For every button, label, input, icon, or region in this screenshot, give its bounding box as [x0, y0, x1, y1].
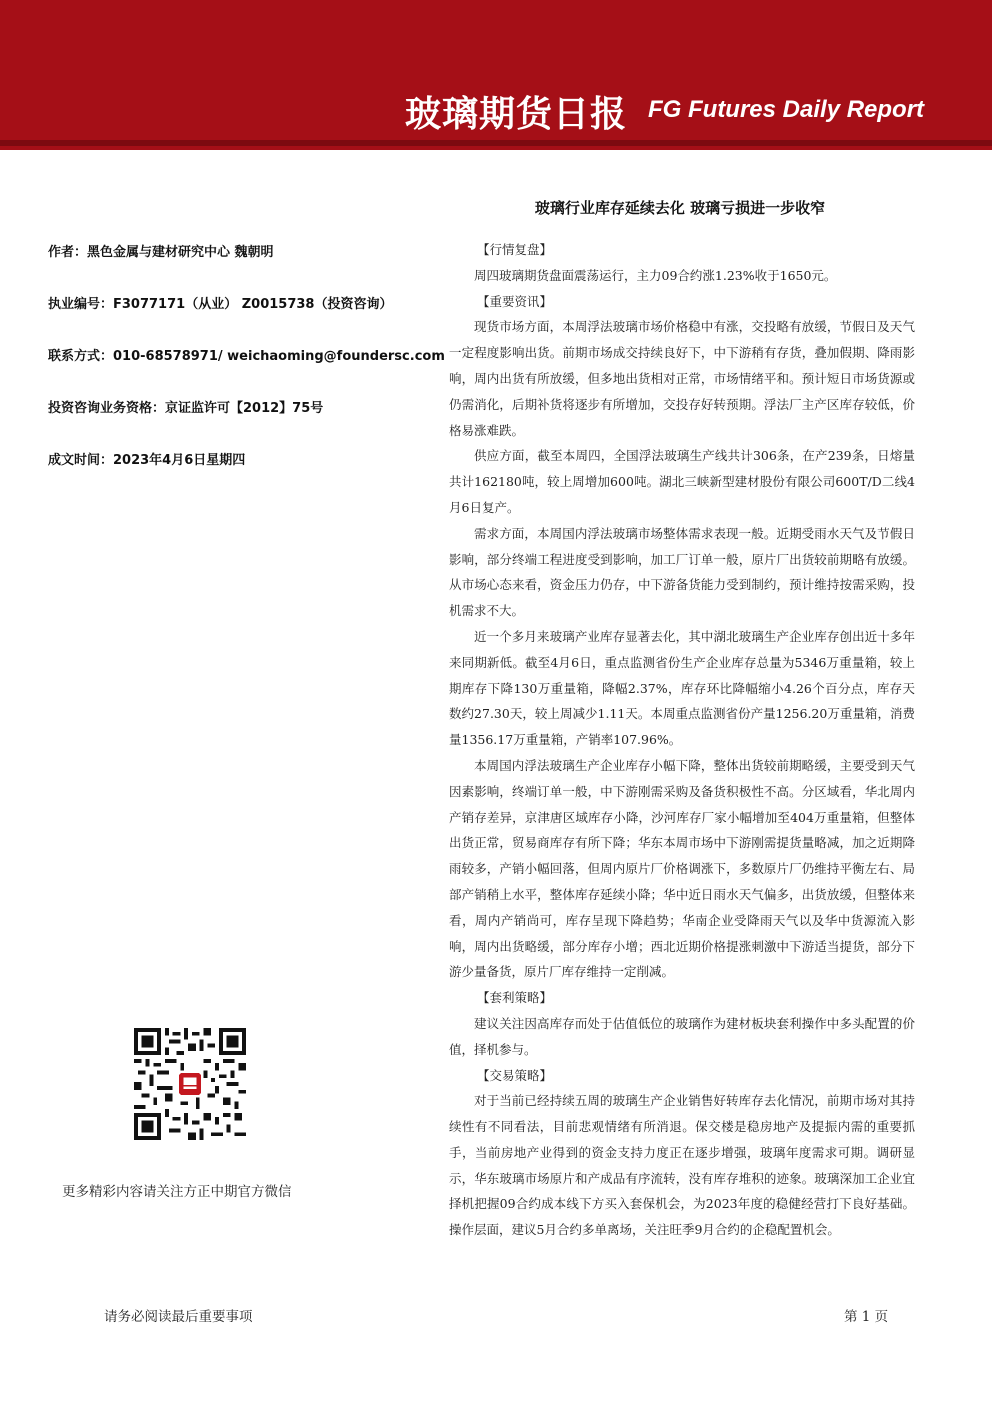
report-title-en: FG Futures Daily Report [648, 96, 925, 123]
paragraph: 建议关注因高库存而处于估值低位的玻璃作为建材板块套利操作中多头配置的价值，择机参与。 [449, 1015, 915, 1057]
paragraph: 需求方面，本周国内浮法玻璃市场整体需求表现一般。近期受雨水天气及节假日影响，部分终端工程进度受到影响，加工厂订单一般，原片厂出货较前期略有放缓。从市场心态来看，资金压力仍存，中下游备货能力受到制约，预计维持按需采购，投机需求不大。 [449, 525, 915, 619]
paragraph: 近一个多月来玻璃产业库存显著去化，其中湖北玻璃生产企业库存创出近十多年来同期新低。截至4月6日，重点监测省份生产企业库存总量为5346万重量箱，较上期库存下降130万重量箱，降幅2.37%，库存环比降幅缩小4.26个百分点，库存天数约27.30天，较上周减少1.11天。本周重点监测省份产量1256.20万重量箱，消费量1356.17万重量箱，产销率107.96%。 [449, 628, 915, 748]
paragraph: 现货市场方面，本周浮法玻璃市场价格稳中有涨，交投略有放缓，节假日及天气一定程度影响出货。前期市场成交持续良好下，中下游稍有存货，叠加假期、降雨影响，周内出货有所放缓，但多地出货相对正常，市场情绪平和。预计短日市场货源或仍需消化，后期补货将逐步有所增加，交投存好转预期。浮法厂主产区库存较低，价格易涨难跌。 [449, 319, 915, 438]
author-info [48, 243, 448, 503]
header-banner-edge [0, 140, 992, 146]
report-body [449, 237, 915, 1243]
paragraph: 供应方面，截至本周四，全国浮法玻璃生产线共计306条，在产239条，日熔量共计162180吨，较上周增加600吨。湖北三峡新型建材股份有限公司600T/D二线4月6日复产。 [449, 448, 915, 515]
section-heading-market-review: 【行情复盘】 [477, 242, 553, 257]
qualification-line: 投资咨询业务资格：京证监许可【2012】75号 [48, 401, 324, 416]
qr-caption: 更多精彩内容请关注方正中期官方微信 [62, 1184, 292, 1200]
report-headline: 玻璃行业库存延续去化 玻璃亏损进一步收窄 [534, 199, 826, 217]
author-line: 作者：黑色金属与建材研究中心 魏朝明 [48, 245, 274, 260]
paragraph: 本周国内浮法玻璃生产企业库存小幅下降，整体出货较前期略缓，主要受到天气因素影响，终端订单一般，中下游刚需采购及备货积极性不高。分区域看，华北周内产销存差异，京津唐区域库存小降，沙河库存厂家小幅增加至404万重量箱，但整体出货正常，贸易商库存有所下降；华东本周市场中下游刚需提货量略减，加之近期降雨较多，产销小幅回落，但周内原片厂价格调涨下，多数原片厂仍维持平衡左右、局部产销稍上水平，整体库存延续小降；华中近日雨水天气偏多，出货放缓，但整体来看，周内产销尚可，库存呈现下降趋势；华南企业受降雨天气以及华中货源流入影响，周内出货略缓，部分库存小增；西北近期价格提涨刺激中下游适当提货，部分下游少量备货，原片厂库存维持一定削减。 [449, 757, 915, 980]
section-heading-arbitrage: 【套利策略】 [477, 990, 553, 1006]
section-heading-trading: 【交易策略】 [477, 1067, 553, 1083]
page-number: 第 1 页 [844, 1309, 889, 1325]
footer-notice: 请务必阅读最后重要事项 [104, 1309, 253, 1325]
license-line: 执业编号：F3077171（从业） Z0015738（投资咨询） [48, 297, 393, 312]
date-line: 成文时间：2023年4月6日星期四 [48, 453, 246, 468]
paragraph: 周四玻璃期货盘面震荡运行，主力09合约涨1.23%收于1650元。 [474, 267, 837, 283]
report-title-cn: 玻璃期货日报 [405, 94, 628, 135]
section-heading-news: 【重要资讯】 [477, 293, 553, 309]
contact-line: 联系方式：010-68578971/ weichaoming@foundersc.com [48, 349, 445, 364]
qr-code-image[interactable] [134, 1028, 246, 1140]
paragraph: 对于当前已经持续五周的玻璃生产企业销售好转库存去化情况，前期市场对其持续性有不同看法，目前悲观情绪有所消退。保交楼是稳房地产及提振内需的重要抓手，当前房地产业得到的资金支持力度正在逐步增强，玻璃年度需求可期。调研显示，华东玻璃市场原片和产成品有序流转，没有库存堆积的迹象。玻璃深加工企业宜择机把握09合约成本线下方买入套保机会，为2023年度的稳健经营打下良好基础。操作层面，建议5月合约多单离场，关注旺季9月合约的企稳配置机会。 [449, 1093, 915, 1238]
